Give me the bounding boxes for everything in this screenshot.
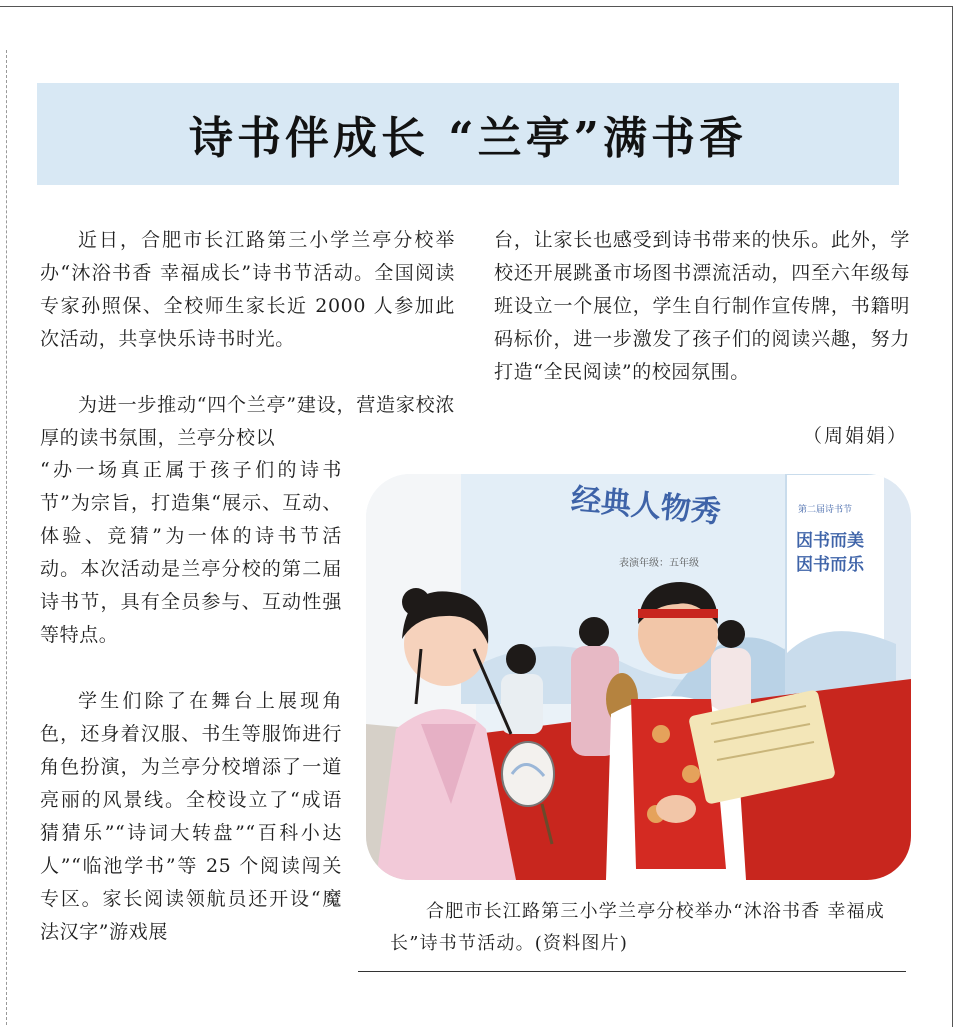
banner-title: 经典人物秀 <box>569 482 723 531</box>
headline: 诗书伴成长 “兰亭”满书香 <box>189 113 747 164</box>
column-divider <box>6 50 7 1025</box>
headline-band <box>37 83 899 185</box>
side-panel-line-2: 因书而乐 <box>796 555 864 575</box>
paragraph-3: 学生们除了在舞台上展现角色，还身着汉服、书生等服饰进行角色扮演，为兰亭分校增添了一道亮丽的风景线。全校设立了“成语猜猜乐”“诗词大转盘”“百科小达人”“临池学书”等 25 个阅读闯关专区。家长阅读领航员还开设“魔法汉字”游戏展 <box>40 690 342 943</box>
paragraph-continued: 台，让家长也感受到诗书带来的快乐。此外，学校还开展跳蚤市场图书漂流活动，四至六年级每班设立一个展位，学生自行制作宣传牌，书籍明码标价，进一步激发了孩子们的阅读兴趣，努力打造“全民阅读”的校园氛围。 <box>494 229 910 383</box>
paragraph-1: 近日，合肥市长江路第三小学兰亭分校举办“沐浴书香 幸福成长”诗书节活动。全国阅读专家孙照保、全校师生家长近 2000 人参加此次活动，共享快乐诗书时光。 <box>40 229 455 350</box>
banner-subtitle: 表演年级：五年级 <box>619 558 699 569</box>
caption-rule <box>358 971 906 972</box>
byline: （周娟娟） <box>802 425 908 447</box>
side-panel-heading: 第二届诗书节 <box>798 505 853 515</box>
event-photo <box>366 474 911 880</box>
paragraph-2-body: “办一场真正属于孩子们的诗书节”为宗旨，打造集“展示、互动、体验、竞猜”为一体的诗书节活动。本次活动是兰亭分校的第二届诗书节，具有全员参与、互动性强等特点。 <box>40 459 342 646</box>
photo-caption: 合肥市长江路第三小学兰亭分校举办“沐浴书香 幸福成长”诗书节活动。(资料图片) <box>390 901 885 954</box>
side-panel-line-1: 因书而美 <box>796 531 864 551</box>
paragraph-2-intro: 为进一步推动“四个兰亭”建设，营造家校浓厚的读书氛围，兰亭分校以 <box>40 394 455 449</box>
